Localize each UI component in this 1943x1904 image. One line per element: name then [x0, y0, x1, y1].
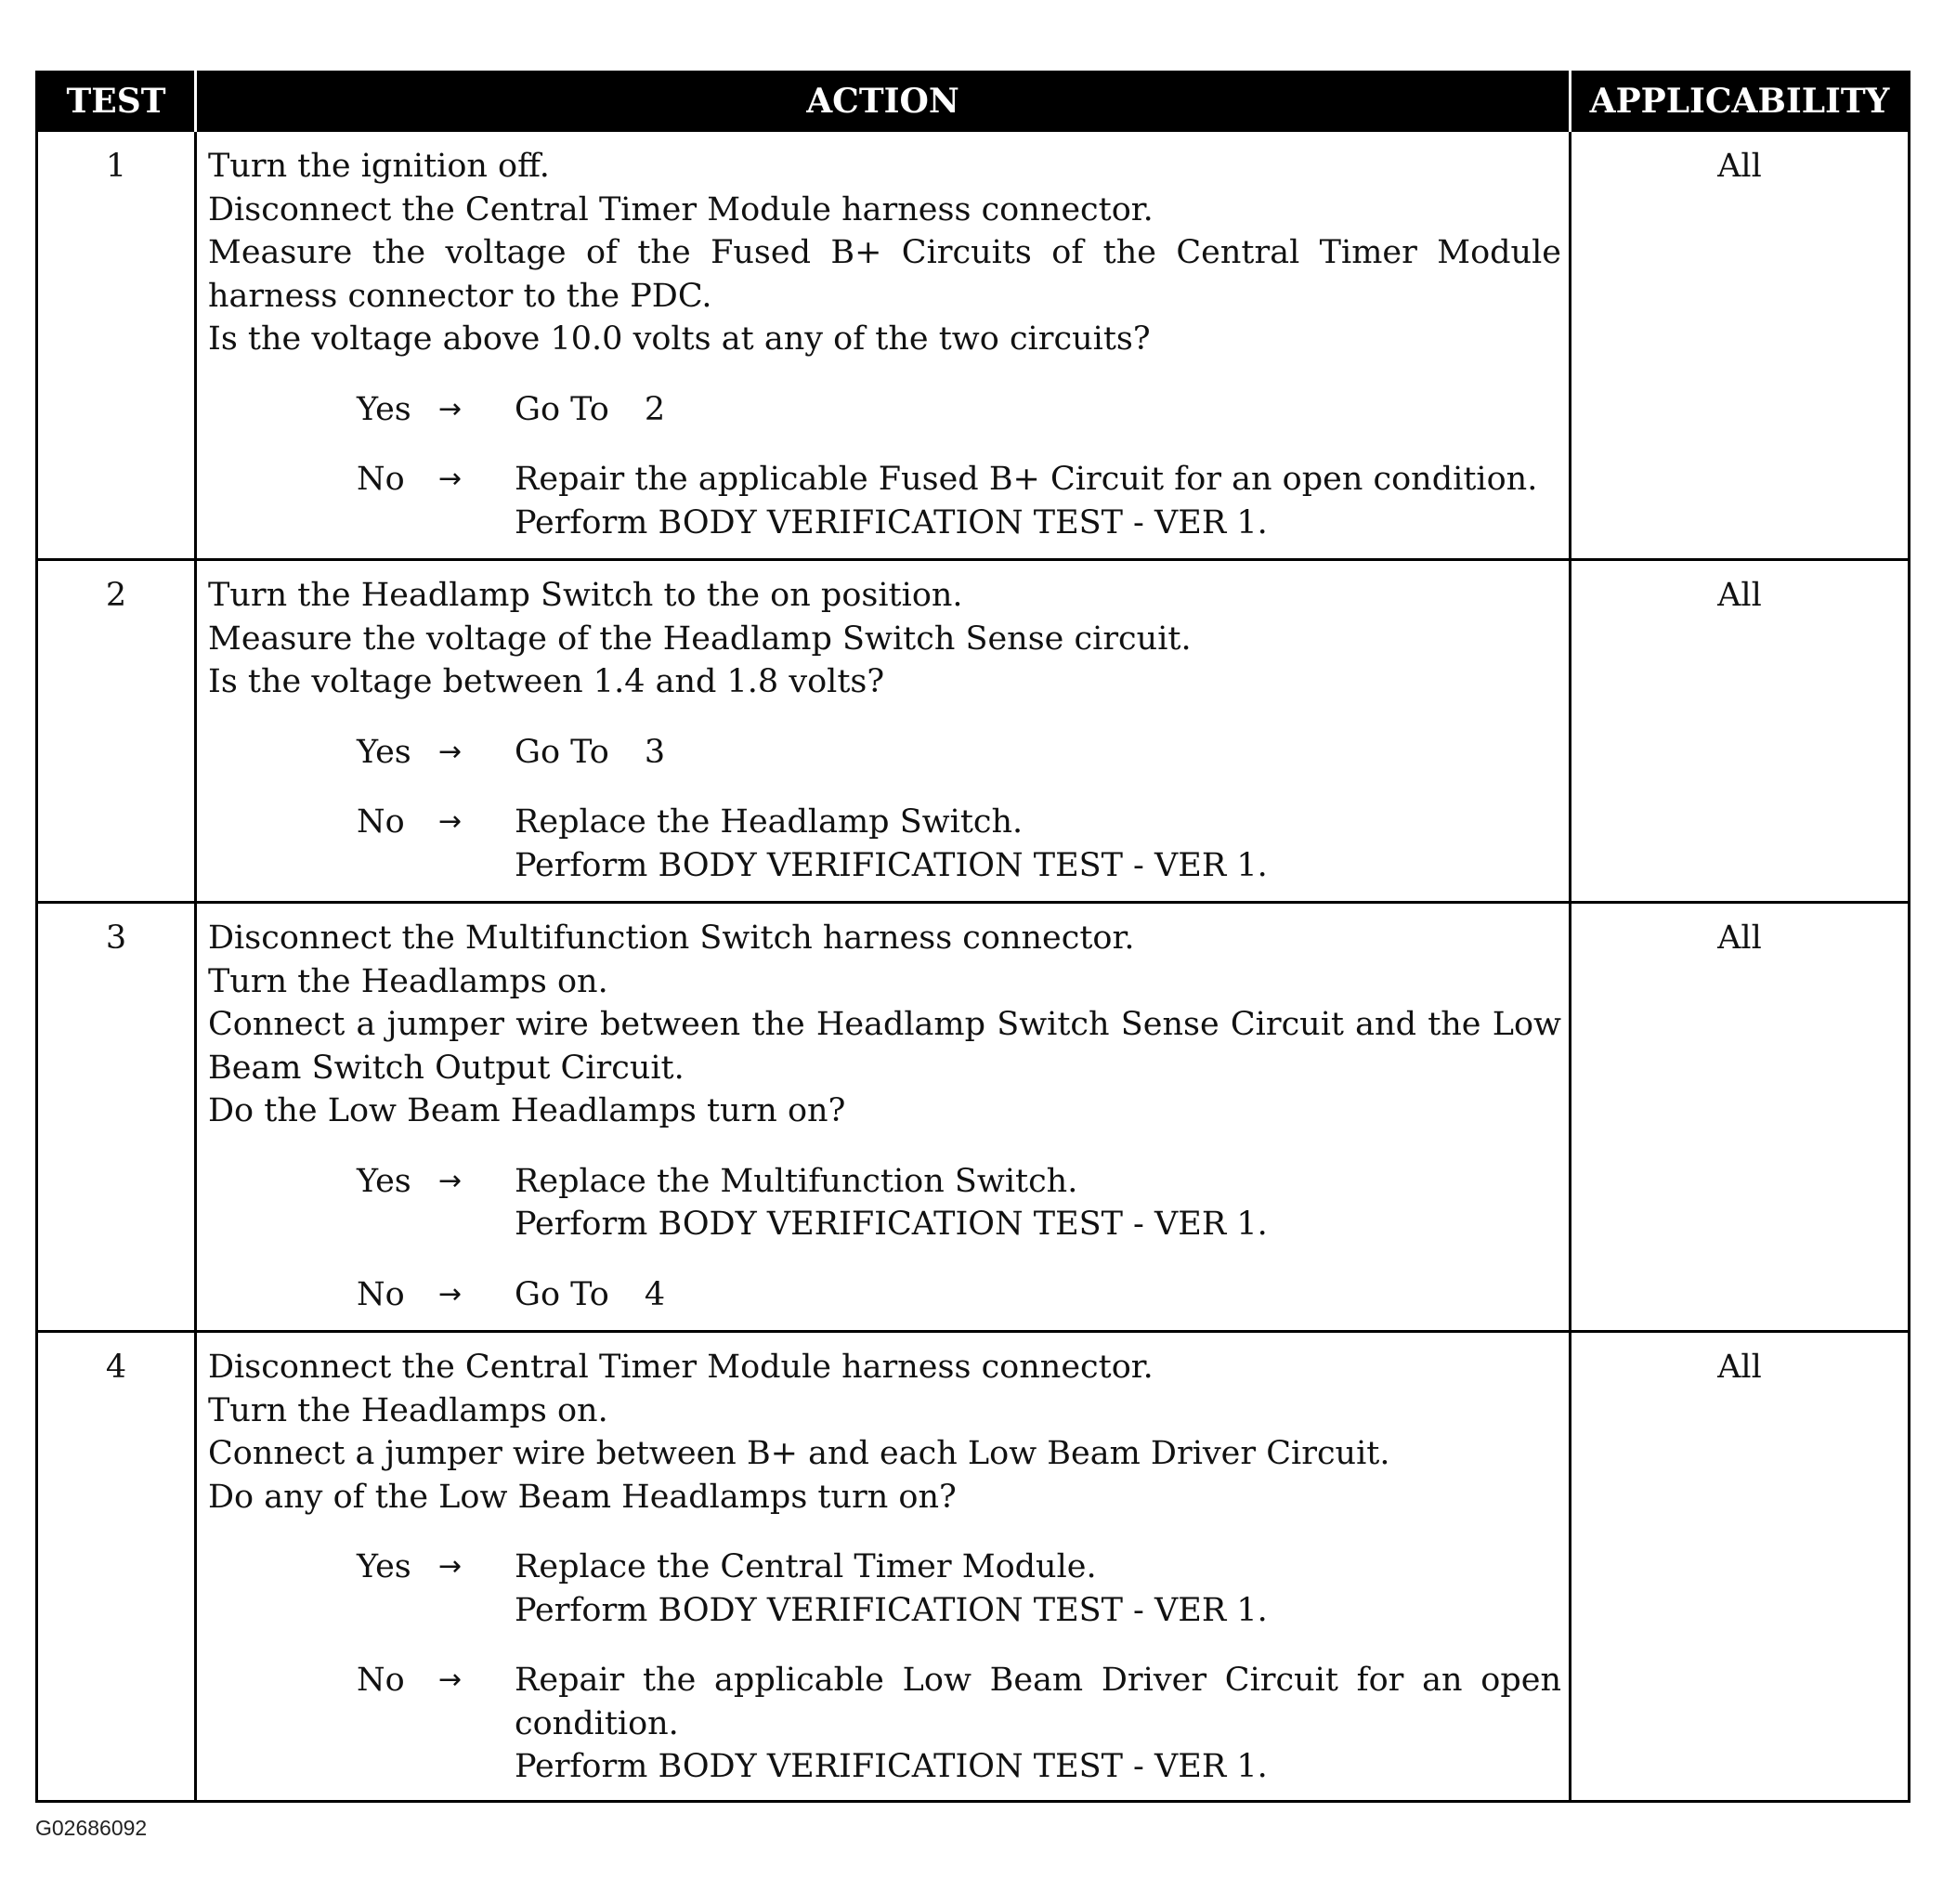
- arrow-right-icon: →: [438, 463, 463, 495]
- arrow-right-icon: →: [438, 735, 463, 768]
- yes-result: [208, 388, 1561, 432]
- action-step: Disconnect the Central Timer Module harness connector.: [208, 190, 1154, 228]
- outcome-line: Replace the Headlamp Switch.: [515, 803, 1024, 841]
- applicability-value: All: [1571, 131, 1910, 560]
- action-step: Connect a jumper wire between the Headlamp Switch Sense Circuit and the Low Beam Switch Output Circuit.: [208, 1006, 1561, 1087]
- action-cell: [196, 1332, 1571, 1802]
- no-outcome: [515, 1659, 1561, 1789]
- no-result: [208, 801, 1561, 887]
- yes-outcome: [515, 1545, 1561, 1632]
- yes-result: [208, 731, 1561, 775]
- outcome-line: Perform BODY VERIFICATION TEST - VER 1.: [515, 1206, 1268, 1243]
- yes-label: Yes: [357, 1162, 411, 1200]
- action-cell: [196, 903, 1571, 1332]
- arrow-right-icon: →: [438, 1663, 463, 1696]
- yes-label: Yes: [357, 733, 411, 771]
- header-action: ACTION: [196, 72, 1571, 131]
- action-step: Measure the voltage of the Headlamp Switch Sense circuit.: [208, 619, 1192, 658]
- yes-outcome: [515, 388, 1561, 432]
- arrow-right-icon: →: [438, 392, 463, 425]
- applicability-value: All: [1571, 903, 1910, 1332]
- test-number: 4: [37, 1332, 196, 1802]
- outcome-line: Repair the applicable Low Beam Driver Circuit for an open condition.: [515, 1662, 1561, 1742]
- goto-text: Go To: [515, 390, 609, 428]
- outcome-line: Perform BODY VERIFICATION TEST - VER 1.: [515, 1591, 1268, 1629]
- action-step: Turn the Headlamps on.: [208, 1391, 608, 1429]
- yes-label: Yes: [357, 1548, 411, 1585]
- no-result: [208, 1659, 1561, 1789]
- table-row: [37, 1332, 1910, 1802]
- action-step: Turn the ignition off.: [208, 148, 550, 185]
- no-outcome: [515, 1273, 1561, 1317]
- header-applicability: APPLICABILITY: [1571, 72, 1910, 131]
- diagnostic-test-table: [35, 71, 1910, 1803]
- goto-text: Go To: [515, 733, 609, 771]
- test-number: 1: [37, 131, 196, 560]
- yes-label: Yes: [357, 390, 411, 428]
- no-label: No: [357, 461, 405, 498]
- figure-id: G02686092: [35, 1816, 148, 1840]
- no-outcome: [515, 801, 1561, 887]
- goto-number: 3: [644, 733, 666, 771]
- test-number: 3: [37, 903, 196, 1332]
- outcome-line: Perform BODY VERIFICATION TEST - VER 1.: [515, 1748, 1268, 1785]
- arrow-right-icon: →: [438, 805, 463, 838]
- action-step: Do the Low Beam Headlamps turn on?: [208, 1092, 846, 1129]
- no-result: [208, 458, 1561, 544]
- no-label: No: [357, 803, 405, 841]
- header-test: TEST: [37, 72, 196, 131]
- goto-number: 4: [644, 1275, 666, 1313]
- action-step: Do any of the Low Beam Headlamps turn on?: [208, 1478, 957, 1516]
- action-cell: [196, 560, 1571, 903]
- test-number: 2: [37, 560, 196, 903]
- no-result: [208, 1273, 1561, 1317]
- applicability-value: All: [1571, 1332, 1910, 1802]
- outcome-line: Perform BODY VERIFICATION TEST - VER 1.: [515, 846, 1268, 884]
- yes-result: [208, 1160, 1561, 1246]
- action-step: Measure the voltage of the Fused B+ Circuits of the Central Timer Module harness connector to the PDC.: [208, 234, 1561, 315]
- action-cell: [196, 131, 1571, 560]
- action-step: Connect a jumper wire between B+ and each Low Beam Driver Circuit.: [208, 1435, 1390, 1472]
- arrow-right-icon: →: [438, 1164, 463, 1197]
- outcome-line: Perform BODY VERIFICATION TEST - VER 1.: [515, 503, 1268, 541]
- yes-outcome: [515, 1160, 1561, 1246]
- outcome-line: Replace the Central Timer Module.: [515, 1548, 1097, 1585]
- action-step: Turn the Headlamps on.: [208, 962, 608, 1000]
- yes-result: [208, 1545, 1561, 1632]
- action-step: Disconnect the Multifunction Switch harness connector.: [208, 919, 1135, 957]
- action-step: Disconnect the Central Timer Module harness connector.: [208, 1349, 1154, 1386]
- goto-text: Go To: [515, 1275, 609, 1313]
- arrow-right-icon: →: [438, 1277, 463, 1311]
- arrow-right-icon: →: [438, 1550, 463, 1583]
- table-row: [37, 560, 1910, 903]
- no-label: No: [357, 1275, 405, 1313]
- table-row: [37, 903, 1910, 1332]
- yes-outcome: [515, 731, 1561, 775]
- table-header: [37, 72, 1910, 131]
- outcome-line: Replace the Multifunction Switch.: [515, 1162, 1078, 1200]
- table-row: [37, 131, 1910, 560]
- action-step: Is the voltage above 10.0 volts at any of the two circuits?: [208, 320, 1151, 358]
- goto-number: 2: [644, 390, 666, 428]
- no-label: No: [357, 1662, 405, 1699]
- action-step: Turn the Headlamp Switch to the on position.: [208, 577, 963, 614]
- table-body: [37, 131, 1910, 1802]
- applicability-value: All: [1571, 560, 1910, 903]
- action-step: Is the voltage between 1.4 and 1.8 volts?: [208, 663, 885, 700]
- outcome-line: Repair the applicable Fused B+ Circuit for an open condition.: [515, 461, 1538, 498]
- no-outcome: [515, 458, 1561, 544]
